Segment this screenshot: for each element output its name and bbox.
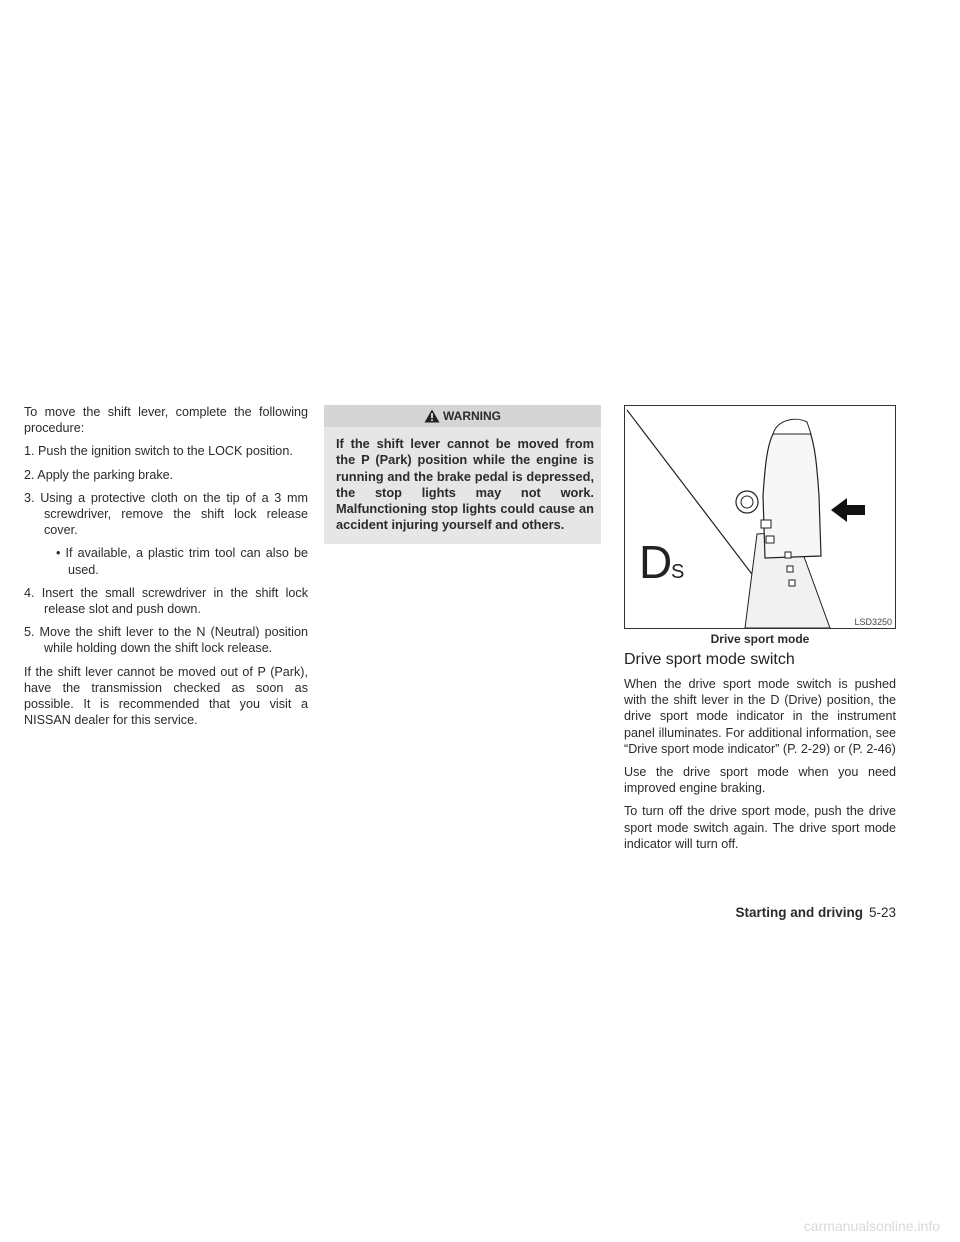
warning-box: [324, 405, 601, 544]
watermark: carmanualsonline.info: [803, 1218, 940, 1234]
figure-code: LSD3250: [854, 617, 892, 627]
paragraph-2: Use the drive sport mode when you need improved engine braking.: [624, 765, 896, 796]
section-heading: Drive sport mode switch: [624, 651, 795, 668]
step-5: 5. Move the shift lever to the N (Neutral) position while holding down the shift lock release.: [24, 625, 308, 656]
intro-paragraph: To move the shift lever, complete the following procedure:: [24, 405, 308, 436]
right-column: [624, 650, 896, 859]
page-number: 5-23: [868, 905, 896, 920]
indicator-letter: D: [639, 536, 673, 588]
step-3-note: • If available, a plastic trim tool can also be used.: [56, 546, 308, 577]
shift-lever-illustration: [624, 405, 896, 629]
step-4: 4. Insert the small screwdriver in the shift lock release slot and push down.: [24, 585, 308, 617]
paragraph-1: When the drive sport mode switch is pushed with the shift lever in the D (Drive) position, the drive sport mode indicator in the instrument panel illuminates. For additional information, see “Drive sport mode indicator” (P. 2-29) or (P. 2-46): [624, 677, 896, 756]
warning-title: WARNING: [443, 409, 501, 423]
page-footer: [735, 905, 896, 920]
step-2: 2. Apply the parking brake.: [24, 467, 174, 482]
footer-section: Starting and driving: [735, 905, 863, 920]
outro-paragraph: If the shift lever cannot be moved out of P (Park), have the transmission checked as soon as possible. It is recommended that you visit a NISSAN dealer for this service.: [24, 664, 308, 728]
warning-text: If the shift lever cannot be moved from the P (Park) position while the engine is running and the brake pedal is depressed, the stop lights may not work. Malfunctioning stop lights could cause an accident injuring yourself and others.: [336, 436, 594, 533]
step-1: 1. Push the ignition switch to the LOCK position.: [24, 444, 293, 459]
figure-caption: Drive sport mode: [710, 632, 810, 646]
indicator-subscript: S: [671, 561, 685, 583]
illustration-drawing: [625, 406, 895, 628]
left-column: [24, 404, 308, 735]
step-3: 3. Using a protective cloth on the tip of a 3 mm screwdriver, remove the shift lock release cover.: [24, 490, 308, 538]
warning-header: [324, 405, 601, 427]
warning-icon: [424, 409, 440, 423]
paragraph-3: To turn off the drive sport mode, push the drive sport mode switch again. The drive sport mode indicator will turn off.: [624, 804, 896, 851]
